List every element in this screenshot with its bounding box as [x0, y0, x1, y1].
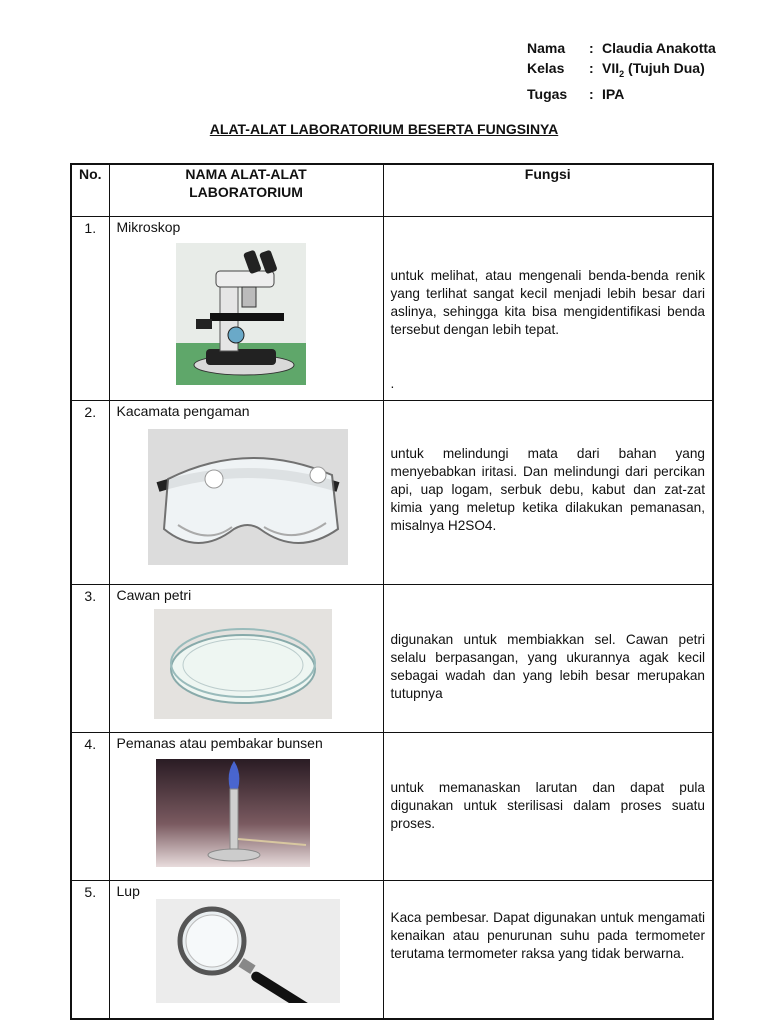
goggles-image: [148, 429, 348, 565]
function-cell: [383, 584, 713, 732]
function-text: untuk melindungi mata dari bahan yang menyebabkan iritasi. Dan melindungi dari percikan api, uap logam, serbuk debu, kabut dan zat-zat kimia yang meletup ketika dilakukan pemanasan, misalnya H2SO4.: [390, 445, 705, 533]
header-no: No.: [71, 164, 109, 216]
magnifying-glass-image: [156, 899, 340, 1003]
petri-dish-image: [154, 609, 332, 719]
bunsen-burner-image: [156, 759, 310, 867]
tool-name: Cawan petri: [116, 586, 192, 603]
document-title: ALAT-ALAT LABORATORIUM BESERTA FUNGSINYA: [209, 121, 559, 137]
tugas-separator: :: [589, 85, 594, 102]
header-name: [109, 164, 383, 216]
function-text: digunakan untuk membiakkan sel. Cawan petri selalu berpasangan, yang ukurannya agak kecil sebagai wadah dan yang lebih besar merupakan tutupnya: [390, 631, 705, 701]
kelas-value-main: VII: [602, 60, 620, 76]
info-row-kelas: [527, 58, 716, 84]
nama-separator: :: [589, 40, 594, 56]
row-number: 1.: [71, 216, 109, 400]
kelas-label: Kelas: [527, 60, 565, 76]
tool-name: Mikroskop: [116, 218, 181, 235]
function-cell: [383, 732, 713, 880]
function-cell: [383, 400, 713, 584]
row-number: 5.: [71, 880, 109, 1019]
function-extra: .: [390, 375, 395, 391]
tool-cell: [109, 880, 383, 1019]
kelas-value: [602, 58, 705, 84]
function-cell: [383, 216, 713, 400]
table-row: [71, 732, 713, 880]
function-cell: [383, 880, 713, 1019]
table-header-row: [71, 164, 713, 216]
function-text: untuk melihat, atau mengenali benda-benda renik yang terlihat sangat kecil menjadi lebih besar dari aslinya, sehingga kita bisa mengidentifikasi benda tersebut dengan lebih tepat.: [390, 267, 705, 337]
function-text: untuk memanaskan larutan dan dapat pula digunakan untuk sterilisasi dalam proses suatu proses.: [390, 779, 705, 831]
kelas-value-sub: 2: [619, 68, 625, 79]
student-info: [527, 38, 716, 104]
tugas-value: IPA: [602, 85, 625, 102]
nama-label: Nama: [527, 40, 566, 56]
table-row: [71, 584, 713, 732]
tool-name: Kacamata pengaman: [116, 402, 250, 419]
tool-cell: [109, 400, 383, 584]
tool-cell: [109, 584, 383, 732]
lab-tools-table: [70, 163, 714, 1020]
tool-name: Pemanas atau pembakar bunsen: [116, 734, 323, 751]
info-row-tugas: [527, 84, 716, 104]
kelas-separator: :: [589, 60, 594, 76]
table-row: [71, 216, 713, 400]
info-row-nama: [527, 38, 716, 58]
header-name-line1: NAMA ALAT-ALAT: [185, 166, 307, 182]
row-number: 2.: [71, 400, 109, 584]
tool-cell: [109, 216, 383, 400]
tool-name: Lup: [116, 882, 140, 899]
function-text: Kaca pembesar. Dapat digunakan untuk mengamati kenaikan atau penurunan suhu pada termometer terutama termometer raksa yang tidak berwarna.: [390, 909, 705, 961]
kelas-value-rest: (Tujuh Dua): [624, 60, 705, 76]
table-row: [71, 880, 713, 1019]
microscope-image: [176, 243, 306, 385]
header-func: Fungsi: [383, 164, 713, 216]
table-row: [71, 400, 713, 584]
tool-cell: [109, 732, 383, 880]
header-name-line2: LABORATORIUM: [189, 184, 303, 200]
nama-value: Claudia Anakotta: [602, 40, 716, 56]
row-number: 4.: [71, 732, 109, 880]
row-number: 3.: [71, 584, 109, 732]
tugas-label: Tugas: [527, 85, 568, 102]
